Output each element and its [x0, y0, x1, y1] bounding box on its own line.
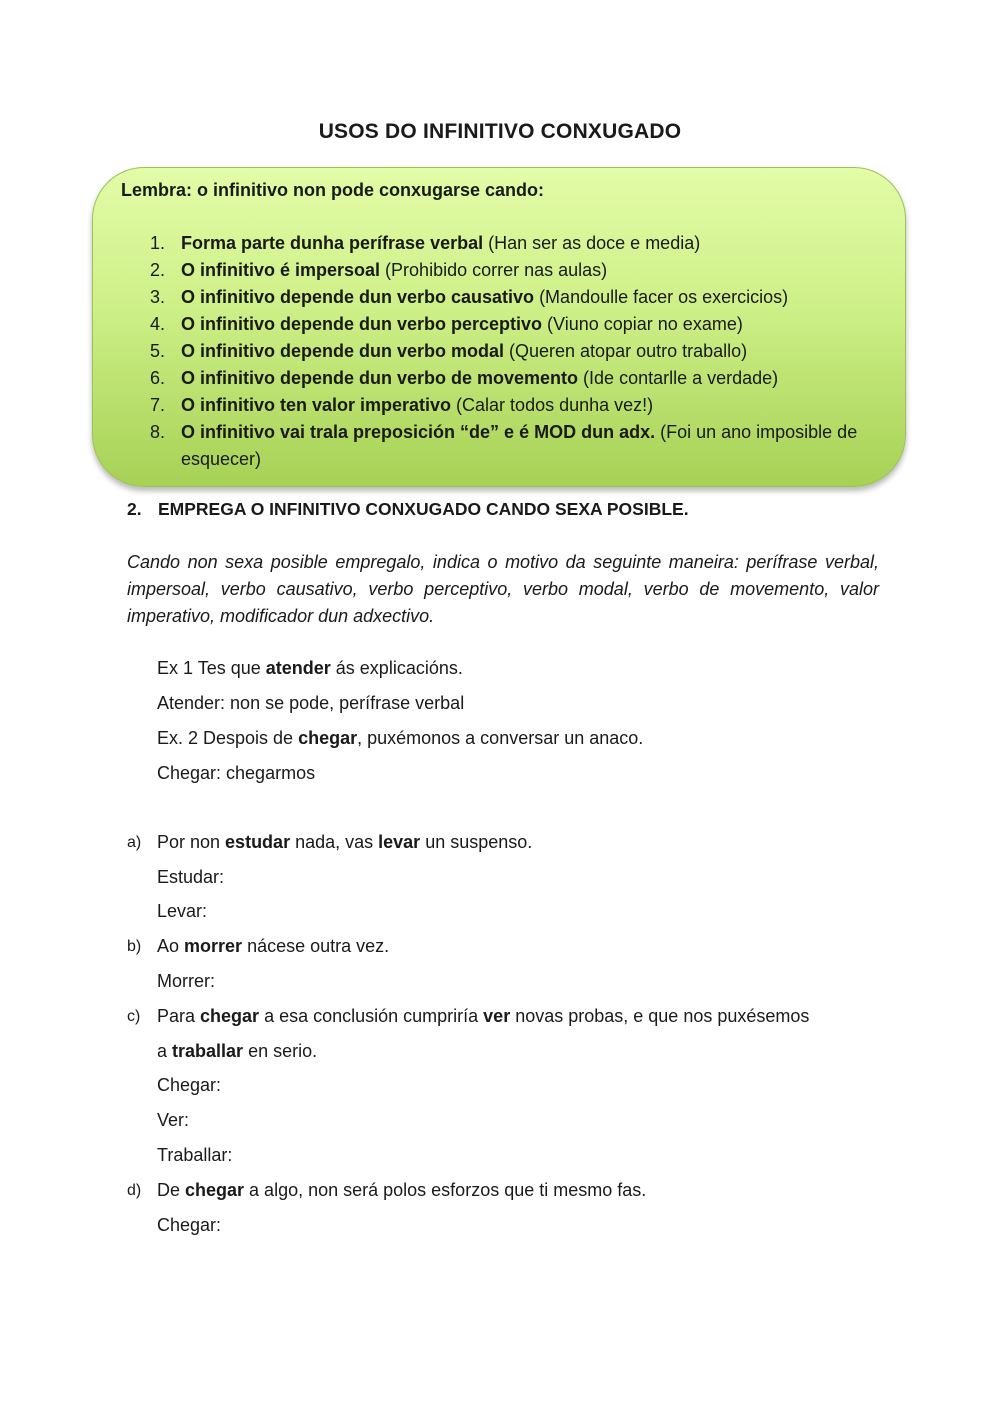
exercise-marker: b)	[127, 938, 142, 955]
exercise-marker: a)	[127, 834, 142, 851]
answer-field[interactable]: Estudar:	[157, 867, 225, 887]
exercise-d-sentence: De chegar a algo, non será polos esforzos que ti mesmo fas.	[157, 1180, 647, 1200]
rule-example: (Prohibido correr nas aulas)	[380, 260, 608, 280]
rule-example: (Calar todos dunha vez!)	[451, 395, 654, 415]
rule-title: O infinitivo depende dun verbo causativo	[181, 287, 535, 307]
answer-field[interactable]: Chegar:	[157, 1075, 222, 1095]
exercise-marker: c)	[127, 1008, 141, 1025]
rule-example: (Han ser as doce e media)	[483, 233, 701, 253]
answer-field[interactable]: Chegar:	[157, 1215, 222, 1235]
rules-list	[150, 230, 880, 473]
rule-item	[150, 257, 880, 284]
rule-item	[150, 230, 880, 257]
rule-number: 1.	[150, 233, 166, 253]
rule-title: O infinitivo ten valor imperativo	[181, 395, 452, 415]
exercise-c-sentence: Para chegar a esa conclusión cumpriría ver novas probas, e que nos puxésemos	[157, 1006, 810, 1026]
exercise-b-sentence: Ao morrer nácese outra vez.	[157, 936, 390, 956]
rule-title: O infinitivo é impersoal	[181, 260, 381, 280]
rule-number: 6.	[150, 368, 166, 388]
rule-number: 2.	[150, 260, 166, 280]
answer-field[interactable]: Levar:	[157, 901, 208, 921]
answer-field[interactable]: Morrer:	[157, 971, 215, 991]
rule-example: (Mandoulle facer os exercicios)	[534, 287, 789, 307]
rule-item	[150, 338, 880, 365]
rule-title: O infinitivo depende dun verbo de movemento	[181, 368, 579, 388]
example-2-answer: Chegar: chegarmos	[157, 763, 316, 783]
rule-number: 4.	[150, 314, 166, 334]
rule-item	[150, 311, 880, 338]
rule-title: O infinitivo depende dun verbo perceptivo	[181, 314, 543, 334]
rule-title: O infinitivo depende dun verbo modal	[181, 341, 505, 361]
rule-title: O infinitivo vai trala preposición “de” e é MOD dun adx.	[181, 422, 656, 442]
answer-field[interactable]: Traballar:	[157, 1145, 233, 1165]
page-title: USOS DO INFINITIVO CONXUGADO	[318, 120, 682, 143]
exercise-marker: d)	[127, 1182, 142, 1199]
rule-number: 8.	[150, 422, 166, 442]
rule-example: (Queren atopar outro traballo)	[504, 341, 748, 361]
exercise-c-sentence-cont: a traballar en serio.	[157, 1041, 318, 1061]
answer-field[interactable]: Ver:	[157, 1110, 190, 1130]
example-1-answer: Atender: non se pode, perífrase verbal	[157, 693, 465, 713]
instructions: Cando non sexa posible empregalo, indica o motivo da seguinte maneira: perífrase verbal, impersoal, verbo causativo, verbo perceptivo, verbo modal, verbo de movemento, valor imperativo, modificador dun adxectivo.	[127, 552, 879, 626]
rule-number: 7.	[150, 395, 166, 415]
example-1: Ex 1 Tes que atender ás explicacións.	[157, 658, 463, 678]
rule-example: (Foi un ano imposible de esquecer)	[181, 422, 858, 469]
section-title: EMPREGA O INFINITIVO CONXUGADO CANDO SEXA POSIBLE.	[158, 499, 689, 519]
rule-example: (Viuno copiar no exame)	[542, 314, 743, 334]
exercise-a-sentence: Por non estudar nada, vas levar un suspenso.	[157, 832, 533, 852]
rule-item	[150, 392, 880, 419]
section-number: 2.	[127, 499, 142, 519]
example-2: Ex. 2 Despois de chegar, puxémonos a conversar un anaco.	[157, 728, 644, 748]
section-heading	[127, 499, 689, 520]
rule-item	[150, 284, 880, 311]
rule-item	[150, 419, 880, 473]
example-verb: atender	[265, 658, 331, 678]
rule-number: 3.	[150, 287, 166, 307]
rule-example: (Ide contarlle a verdade)	[578, 368, 779, 388]
rule-number: 5.	[150, 341, 166, 361]
rule-item	[150, 365, 880, 392]
reminder-heading: Lembra: o infinitivo non pode conxugarse cando:	[121, 180, 545, 200]
rule-title: Forma parte dunha perífrase verbal	[181, 233, 484, 253]
example-verb: chegar	[298, 728, 358, 748]
